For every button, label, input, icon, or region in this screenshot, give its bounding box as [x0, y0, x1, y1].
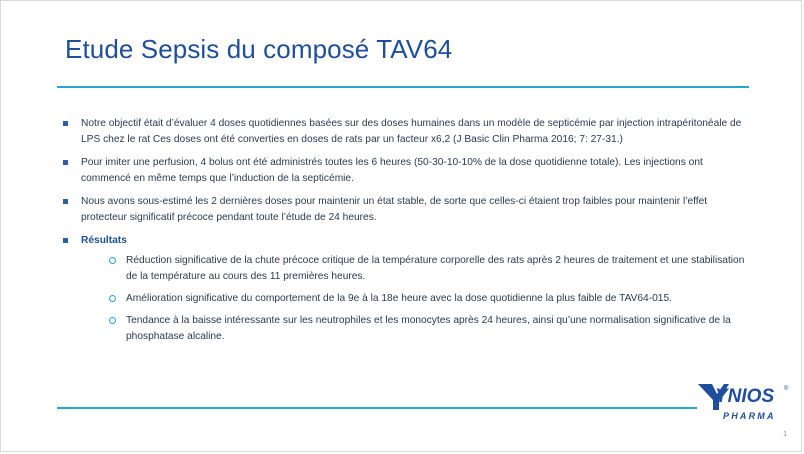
bullet-results: [63, 233, 751, 345]
square-bullet-icon: [63, 160, 68, 165]
bullet-objective: [63, 116, 751, 148]
circle-bullet-icon: [109, 295, 116, 302]
result-text: Tendance à la baisse intéressante sur les neutrophiles et les monocytes après 24 heures, ainsi qu’une normalisation significative de la phosphatase alcaline.: [126, 315, 731, 342]
page-number: 1: [783, 431, 787, 438]
bullet-text: Nous avons sous-estimé les 2 dernières doses pour maintenir un état stable, de sorte que celles-ci étaient trop faibles pour maintenir l’effet protecteur significatif précoce pendant toute l’étude de 24 heures.: [81, 196, 708, 223]
bullet-text: Pour imiter une perfusion, 4 bolus ont été administrés toutes les 6 heures (50-30-10-10% de la dose quotidienne totale). Les injections ont commencé en même temps que l’induction de la septicémie.: [81, 157, 703, 184]
bullet-text: Notre objectif était d’évaluer 4 doses quotidiennes basées sur des doses humaines dans un modèle de septicémie par injection intrapéritonéale de LPS chez le rat Ces doses ont été converties en doses de rats par un facteur x6,2 (J Basic Clin Pharma 2016; 7: 27-31.): [81, 118, 742, 145]
result-text: Réduction significative de la chute précoce critique de la température corporelle des rats après 2 heures de traitement et une stabilisation de la température au cours des 11 premières heures.: [126, 255, 745, 282]
result-item: [109, 291, 751, 307]
square-bullet-icon: [63, 199, 68, 204]
result-item: [109, 253, 751, 285]
result-text: Amélioration significative du comportement de la 9e à la 18e heure avec la dose quotidienne la plus faible de TAV64-015.: [126, 293, 672, 304]
logo-sub-text: PHARMA: [723, 411, 776, 421]
slide-content: [63, 116, 751, 352]
logo-brand-text: YNIOS: [715, 386, 775, 407]
top-divider: [57, 86, 749, 88]
square-bullet-icon: [63, 121, 68, 126]
bullet-perfusion: [63, 155, 751, 187]
ynios-pharma-logo: [698, 380, 794, 426]
bullet-doses: [63, 194, 751, 226]
slide-title: Etude Sepsis du composé TAV64: [65, 34, 453, 64]
result-item: [109, 313, 751, 345]
results-heading: Résultats: [81, 235, 127, 246]
logo-registered-mark: ®: [784, 386, 789, 392]
results-list: [109, 253, 751, 345]
circle-bullet-icon: [109, 317, 116, 324]
circle-bullet-icon: [109, 257, 116, 264]
square-bullet-icon: [63, 238, 68, 243]
bottom-divider: [57, 407, 697, 409]
